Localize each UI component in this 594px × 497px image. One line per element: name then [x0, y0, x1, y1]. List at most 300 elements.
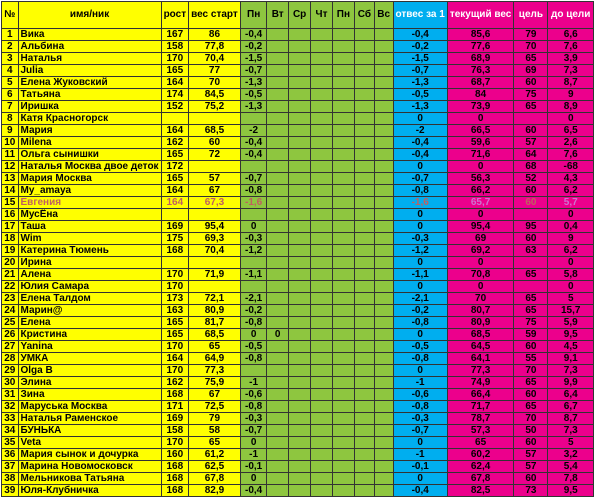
cell-num[interactable]: 35: [2, 437, 19, 449]
cell-start-weight[interactable]: 68,5: [189, 125, 241, 137]
cell-mon[interactable]: -0,6: [240, 389, 267, 401]
cell-to-goal[interactable]: 9: [548, 89, 594, 101]
cell-sun[interactable]: [374, 329, 393, 341]
cell-to-goal[interactable]: 8,9: [548, 101, 594, 113]
cell-sun[interactable]: [374, 353, 393, 365]
cell-sun[interactable]: [374, 89, 393, 101]
cell-fri[interactable]: [332, 185, 354, 197]
cell-thu[interactable]: [311, 185, 332, 197]
cell-fri[interactable]: [332, 65, 354, 77]
cell-wed[interactable]: [288, 329, 310, 341]
cell-to-goal[interactable]: 0: [548, 209, 594, 221]
cell-current[interactable]: 57,3: [447, 425, 514, 437]
cell-current[interactable]: 77,3: [447, 365, 514, 377]
cell-goal[interactable]: [514, 257, 548, 269]
cell-start-weight[interactable]: 67: [189, 389, 241, 401]
cell-current[interactable]: 80,7: [447, 305, 514, 317]
cell-fri[interactable]: [332, 173, 354, 185]
cell-wed[interactable]: [288, 473, 310, 485]
cell-lost[interactable]: -0,4: [393, 137, 447, 149]
cell-mon[interactable]: -1,3: [240, 77, 267, 89]
cell-num[interactable]: 32: [2, 401, 19, 413]
cell-sun[interactable]: [374, 221, 393, 233]
cell-mon[interactable]: -0,7: [240, 65, 267, 77]
cell-goal[interactable]: 69: [514, 65, 548, 77]
cell-goal[interactable]: 75: [514, 317, 548, 329]
cell-start-weight[interactable]: [189, 161, 241, 173]
cell-fri[interactable]: [332, 89, 354, 101]
cell-num[interactable]: 22: [2, 281, 19, 293]
cell-current[interactable]: 64,1: [447, 353, 514, 365]
cell-lost[interactable]: -0,8: [393, 353, 447, 365]
cell-lost[interactable]: -1,3: [393, 101, 447, 113]
cell-wed[interactable]: [288, 353, 310, 365]
cell-tue[interactable]: [267, 53, 289, 65]
cell-num[interactable]: 7: [2, 101, 19, 113]
cell-height[interactable]: 170: [161, 281, 189, 293]
cell-name[interactable]: Иришка: [18, 101, 161, 113]
cell-wed[interactable]: [288, 113, 310, 125]
cell-fri[interactable]: [332, 29, 354, 41]
cell-sat[interactable]: [355, 413, 375, 425]
cell-goal[interactable]: 70: [514, 365, 548, 377]
cell-tue[interactable]: [267, 113, 289, 125]
cell-num[interactable]: 25: [2, 317, 19, 329]
cell-current[interactable]: 84: [447, 89, 514, 101]
cell-mon[interactable]: -0,8: [240, 401, 267, 413]
cell-thu[interactable]: [311, 41, 332, 53]
cell-goal[interactable]: 60: [514, 473, 548, 485]
cell-tue[interactable]: [267, 413, 289, 425]
cell-name[interactable]: Мария: [18, 125, 161, 137]
cell-sat[interactable]: [355, 137, 375, 149]
cell-height[interactable]: [161, 257, 189, 269]
cell-num[interactable]: 10: [2, 137, 19, 149]
cell-to-goal[interactable]: 7,8: [548, 473, 594, 485]
cell-thu[interactable]: [311, 53, 332, 65]
cell-thu[interactable]: [311, 473, 332, 485]
cell-start-weight[interactable]: 67,8: [189, 473, 241, 485]
cell-height[interactable]: 170: [161, 341, 189, 353]
cell-lost[interactable]: -2: [393, 125, 447, 137]
cell-start-weight[interactable]: 72,1: [189, 293, 241, 305]
cell-mon[interactable]: -2: [240, 125, 267, 137]
cell-lost[interactable]: -0,4: [393, 485, 447, 497]
cell-sun[interactable]: [374, 173, 393, 185]
cell-wed[interactable]: [288, 65, 310, 77]
cell-sun[interactable]: [374, 377, 393, 389]
cell-lost[interactable]: 0: [393, 209, 447, 221]
cell-start-weight[interactable]: 67,3: [189, 197, 241, 209]
cell-fri[interactable]: [332, 41, 354, 53]
cell-start-weight[interactable]: 77,3: [189, 365, 241, 377]
cell-wed[interactable]: [288, 185, 310, 197]
cell-lost[interactable]: 0: [393, 221, 447, 233]
cell-name[interactable]: Элина: [18, 377, 161, 389]
cell-name[interactable]: Алена: [18, 269, 161, 281]
cell-tue[interactable]: [267, 269, 289, 281]
cell-tue[interactable]: [267, 257, 289, 269]
cell-mon[interactable]: -0,5: [240, 89, 267, 101]
cell-tue[interactable]: [267, 209, 289, 221]
cell-sun[interactable]: [374, 77, 393, 89]
cell-start-weight[interactable]: 64,9: [189, 353, 241, 365]
cell-num[interactable]: 9: [2, 125, 19, 137]
cell-fri[interactable]: [332, 149, 354, 161]
cell-num[interactable]: 33: [2, 413, 19, 425]
cell-sat[interactable]: [355, 269, 375, 281]
cell-mon[interactable]: -1,2: [240, 245, 267, 257]
cell-current[interactable]: 56,3: [447, 173, 514, 185]
cell-start-weight[interactable]: 75,9: [189, 377, 241, 389]
cell-start-weight[interactable]: 79: [189, 413, 241, 425]
cell-wed[interactable]: [288, 77, 310, 89]
cell-to-goal[interactable]: 0: [548, 113, 594, 125]
cell-current[interactable]: 0: [447, 113, 514, 125]
cell-goal[interactable]: [514, 281, 548, 293]
cell-fri[interactable]: [332, 377, 354, 389]
cell-lost[interactable]: -0,7: [393, 65, 447, 77]
cell-mon[interactable]: [240, 113, 267, 125]
cell-name[interactable]: Мельникова Татьяна: [18, 473, 161, 485]
cell-start-weight[interactable]: 72: [189, 149, 241, 161]
cell-wed[interactable]: [288, 365, 310, 377]
cell-thu[interactable]: [311, 461, 332, 473]
header-current[interactable]: текущий вес: [447, 2, 514, 29]
cell-height[interactable]: 171: [161, 401, 189, 413]
cell-current[interactable]: 80,9: [447, 317, 514, 329]
cell-mon[interactable]: -0,5: [240, 341, 267, 353]
cell-thu[interactable]: [311, 233, 332, 245]
cell-goal[interactable]: 60: [514, 389, 548, 401]
cell-thu[interactable]: [311, 281, 332, 293]
cell-goal[interactable]: 73: [514, 485, 548, 497]
cell-fri[interactable]: [332, 353, 354, 365]
cell-height[interactable]: 165: [161, 149, 189, 161]
cell-tue[interactable]: [267, 29, 289, 41]
cell-sat[interactable]: [355, 173, 375, 185]
cell-sat[interactable]: [355, 65, 375, 77]
cell-goal[interactable]: 59: [514, 329, 548, 341]
cell-to-goal[interactable]: 4,3: [548, 173, 594, 185]
cell-thu[interactable]: [311, 161, 332, 173]
cell-goal[interactable]: 65: [514, 293, 548, 305]
cell-mon[interactable]: [240, 281, 267, 293]
cell-thu[interactable]: [311, 101, 332, 113]
cell-lost[interactable]: -0,2: [393, 41, 447, 53]
cell-height[interactable]: 167: [161, 29, 189, 41]
cell-sat[interactable]: [355, 281, 375, 293]
cell-current[interactable]: 0: [447, 161, 514, 173]
cell-sun[interactable]: [374, 137, 393, 149]
cell-wed[interactable]: [288, 149, 310, 161]
cell-mon[interactable]: -1: [240, 377, 267, 389]
cell-to-goal[interactable]: 5: [548, 293, 594, 305]
cell-lost[interactable]: 0: [393, 437, 447, 449]
cell-num[interactable]: 12: [2, 161, 19, 173]
cell-num[interactable]: 13: [2, 173, 19, 185]
header-to-goal[interactable]: до цели: [548, 2, 594, 29]
cell-to-goal[interactable]: 7,6: [548, 41, 594, 53]
cell-name[interactable]: Wim: [18, 233, 161, 245]
cell-wed[interactable]: [288, 281, 310, 293]
cell-name[interactable]: Юля-Клубничка: [18, 485, 161, 497]
cell-current[interactable]: 76,3: [447, 65, 514, 77]
cell-sat[interactable]: [355, 257, 375, 269]
cell-tue[interactable]: [267, 161, 289, 173]
cell-goal[interactable]: 60: [514, 185, 548, 197]
cell-fri[interactable]: [332, 209, 354, 221]
cell-name[interactable]: Катерина Тюмень: [18, 245, 161, 257]
cell-sun[interactable]: [374, 449, 393, 461]
cell-thu[interactable]: [311, 245, 332, 257]
cell-sat[interactable]: [355, 401, 375, 413]
cell-lost[interactable]: -0,2: [393, 305, 447, 317]
cell-height[interactable]: 169: [161, 221, 189, 233]
cell-start-weight[interactable]: 70,4: [189, 245, 241, 257]
cell-mon[interactable]: -0,2: [240, 41, 267, 53]
cell-current[interactable]: 66,4: [447, 389, 514, 401]
cell-start-weight[interactable]: 70: [189, 77, 241, 89]
cell-mon[interactable]: 0: [240, 221, 267, 233]
cell-goal[interactable]: 60: [514, 125, 548, 137]
cell-to-goal[interactable]: 6,5: [548, 125, 594, 137]
cell-height[interactable]: 172: [161, 161, 189, 173]
cell-sun[interactable]: [374, 305, 393, 317]
cell-start-weight[interactable]: 65: [189, 437, 241, 449]
cell-mon[interactable]: -1: [240, 449, 267, 461]
cell-sun[interactable]: [374, 293, 393, 305]
cell-thu[interactable]: [311, 149, 332, 161]
cell-sat[interactable]: [355, 389, 375, 401]
cell-current[interactable]: 0: [447, 257, 514, 269]
cell-wed[interactable]: [288, 137, 310, 149]
cell-sun[interactable]: [374, 281, 393, 293]
cell-start-weight[interactable]: 80,9: [189, 305, 241, 317]
cell-fri[interactable]: [332, 365, 354, 377]
cell-height[interactable]: 168: [161, 245, 189, 257]
cell-name[interactable]: Юлия Самара: [18, 281, 161, 293]
cell-sat[interactable]: [355, 425, 375, 437]
cell-thu[interactable]: [311, 389, 332, 401]
cell-goal[interactable]: 55: [514, 353, 548, 365]
cell-lost[interactable]: -1,5: [393, 53, 447, 65]
cell-name[interactable]: Катя Красногорск: [18, 113, 161, 125]
cell-start-weight[interactable]: 57: [189, 173, 241, 185]
cell-fri[interactable]: [332, 293, 354, 305]
cell-lost[interactable]: -1,1: [393, 269, 447, 281]
cell-sat[interactable]: [355, 329, 375, 341]
cell-goal[interactable]: 75: [514, 89, 548, 101]
cell-sat[interactable]: [355, 185, 375, 197]
cell-sat[interactable]: [355, 221, 375, 233]
cell-height[interactable]: 165: [161, 317, 189, 329]
cell-goal[interactable]: [514, 209, 548, 221]
cell-sat[interactable]: [355, 377, 375, 389]
cell-fri[interactable]: [332, 329, 354, 341]
cell-tue[interactable]: [267, 389, 289, 401]
cell-sun[interactable]: [374, 365, 393, 377]
header-thu[interactable]: Чт: [311, 2, 332, 29]
cell-current[interactable]: 71,7: [447, 401, 514, 413]
cell-num[interactable]: 11: [2, 149, 19, 161]
cell-name[interactable]: Кристина: [18, 329, 161, 341]
cell-sat[interactable]: [355, 77, 375, 89]
cell-name[interactable]: Марина Новомосковск: [18, 461, 161, 473]
cell-wed[interactable]: [288, 257, 310, 269]
cell-to-goal[interactable]: 8,7: [548, 413, 594, 425]
cell-num[interactable]: 6: [2, 89, 19, 101]
cell-to-goal[interactable]: 7,3: [548, 65, 594, 77]
cell-wed[interactable]: [288, 29, 310, 41]
cell-thu[interactable]: [311, 257, 332, 269]
cell-num[interactable]: 23: [2, 293, 19, 305]
cell-name[interactable]: Yanina: [18, 341, 161, 353]
cell-goal[interactable]: [514, 113, 548, 125]
cell-mon[interactable]: -0,4: [240, 137, 267, 149]
cell-current[interactable]: 74,9: [447, 377, 514, 389]
cell-wed[interactable]: [288, 221, 310, 233]
cell-thu[interactable]: [311, 65, 332, 77]
cell-current[interactable]: 85,6: [447, 29, 514, 41]
cell-thu[interactable]: [311, 353, 332, 365]
cell-goal[interactable]: 95: [514, 221, 548, 233]
cell-mon[interactable]: -0,1: [240, 461, 267, 473]
cell-height[interactable]: [161, 209, 189, 221]
cell-height[interactable]: 162: [161, 377, 189, 389]
cell-sat[interactable]: [355, 53, 375, 65]
cell-sat[interactable]: [355, 41, 375, 53]
cell-sun[interactable]: [374, 233, 393, 245]
cell-sat[interactable]: [355, 473, 375, 485]
cell-thu[interactable]: [311, 221, 332, 233]
cell-lost[interactable]: 0: [393, 473, 447, 485]
cell-thu[interactable]: [311, 125, 332, 137]
cell-lost[interactable]: 0: [393, 365, 447, 377]
cell-wed[interactable]: [288, 209, 310, 221]
cell-num[interactable]: 21: [2, 269, 19, 281]
cell-mon[interactable]: -0,4: [240, 29, 267, 41]
cell-goal[interactable]: 79: [514, 29, 548, 41]
cell-wed[interactable]: [288, 101, 310, 113]
cell-fri[interactable]: [332, 401, 354, 413]
cell-goal[interactable]: 64: [514, 149, 548, 161]
cell-fri[interactable]: [332, 473, 354, 485]
cell-start-weight[interactable]: 77: [189, 65, 241, 77]
cell-num[interactable]: 5: [2, 77, 19, 89]
cell-sat[interactable]: [355, 149, 375, 161]
cell-lost[interactable]: -0,3: [393, 413, 447, 425]
cell-mon[interactable]: -1,5: [240, 53, 267, 65]
cell-to-goal[interactable]: 6,2: [548, 245, 594, 257]
cell-mon[interactable]: -0,8: [240, 317, 267, 329]
cell-wed[interactable]: [288, 317, 310, 329]
cell-mon[interactable]: -0,3: [240, 233, 267, 245]
cell-mon[interactable]: -0,4: [240, 485, 267, 497]
cell-num[interactable]: 16: [2, 209, 19, 221]
cell-thu[interactable]: [311, 173, 332, 185]
cell-num[interactable]: 14: [2, 185, 19, 197]
cell-fri[interactable]: [332, 437, 354, 449]
cell-sun[interactable]: [374, 461, 393, 473]
cell-mon[interactable]: -1,6: [240, 197, 267, 209]
header-fri[interactable]: Пн: [332, 2, 354, 29]
cell-fri[interactable]: [332, 233, 354, 245]
cell-current[interactable]: 71,6: [447, 149, 514, 161]
cell-height[interactable]: 165: [161, 173, 189, 185]
cell-current[interactable]: 68,5: [447, 329, 514, 341]
cell-height[interactable]: 164: [161, 125, 189, 137]
cell-thu[interactable]: [311, 329, 332, 341]
cell-wed[interactable]: [288, 245, 310, 257]
cell-thu[interactable]: [311, 437, 332, 449]
cell-lost[interactable]: -0,8: [393, 185, 447, 197]
cell-fri[interactable]: [332, 53, 354, 65]
cell-thu[interactable]: [311, 137, 332, 149]
cell-num[interactable]: 26: [2, 329, 19, 341]
header-lost[interactable]: отвес за 1: [393, 2, 447, 29]
cell-tue[interactable]: [267, 125, 289, 137]
cell-tue[interactable]: [267, 425, 289, 437]
cell-sun[interactable]: [374, 245, 393, 257]
cell-num[interactable]: 38: [2, 473, 19, 485]
cell-to-goal[interactable]: 7,3: [548, 365, 594, 377]
cell-to-goal[interactable]: 7,3: [548, 425, 594, 437]
cell-mon[interactable]: [240, 365, 267, 377]
cell-mon[interactable]: -0,3: [240, 413, 267, 425]
cell-wed[interactable]: [288, 293, 310, 305]
cell-num[interactable]: 18: [2, 233, 19, 245]
cell-goal[interactable]: 57: [514, 137, 548, 149]
cell-sun[interactable]: [374, 65, 393, 77]
cell-mon[interactable]: -0,7: [240, 425, 267, 437]
cell-tue[interactable]: [267, 233, 289, 245]
cell-num[interactable]: 30: [2, 377, 19, 389]
cell-num[interactable]: 34: [2, 425, 19, 437]
cell-start-weight[interactable]: 65: [189, 341, 241, 353]
cell-sun[interactable]: [374, 473, 393, 485]
cell-thu[interactable]: [311, 377, 332, 389]
cell-mon[interactable]: -2,1: [240, 293, 267, 305]
cell-start-weight[interactable]: 70,4: [189, 53, 241, 65]
cell-to-goal[interactable]: 6,6: [548, 29, 594, 41]
cell-num[interactable]: 4: [2, 65, 19, 77]
header-sun[interactable]: Вс: [374, 2, 393, 29]
cell-height[interactable]: 158: [161, 41, 189, 53]
cell-mon[interactable]: 0: [240, 329, 267, 341]
cell-current[interactable]: 68,9: [447, 53, 514, 65]
cell-thu[interactable]: [311, 197, 332, 209]
cell-current[interactable]: 66,5: [447, 125, 514, 137]
cell-height[interactable]: 165: [161, 65, 189, 77]
cell-num[interactable]: 36: [2, 449, 19, 461]
cell-start-weight[interactable]: [189, 209, 241, 221]
cell-fri[interactable]: [332, 413, 354, 425]
cell-tue[interactable]: [267, 473, 289, 485]
cell-mon[interactable]: -1,3: [240, 101, 267, 113]
cell-sun[interactable]: [374, 269, 393, 281]
header-tue[interactable]: Вт: [267, 2, 289, 29]
cell-name[interactable]: Мария Москва: [18, 173, 161, 185]
cell-height[interactable]: 169: [161, 413, 189, 425]
cell-height[interactable]: 168: [161, 389, 189, 401]
cell-name[interactable]: БУНЬКА: [18, 425, 161, 437]
cell-sat[interactable]: [355, 197, 375, 209]
cell-num[interactable]: 1: [2, 29, 19, 41]
header-start-weight[interactable]: вес старт: [189, 2, 241, 29]
cell-wed[interactable]: [288, 125, 310, 137]
cell-sat[interactable]: [355, 113, 375, 125]
